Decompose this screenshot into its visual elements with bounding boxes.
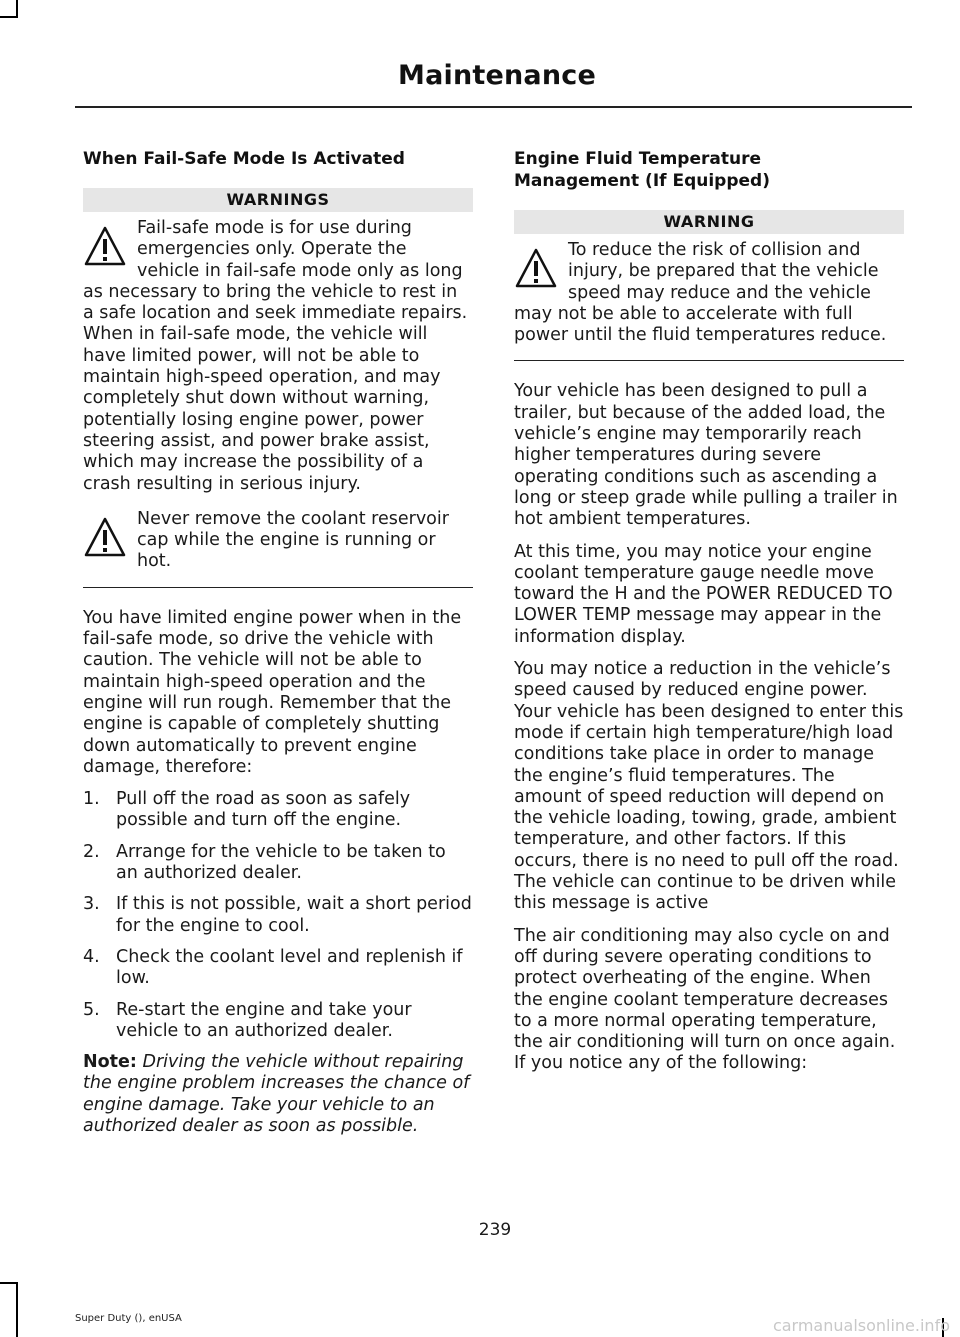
warning-divider	[83, 587, 473, 588]
warnings-bar: WARNINGS	[83, 188, 473, 212]
note-label: Note:	[83, 1052, 137, 1073]
right-column	[514, 148, 904, 1086]
list-item: 4. Check the coolant level and replenish if low.	[83, 946, 463, 989]
crop-mark	[0, 1282, 18, 1284]
warning-item	[83, 218, 473, 495]
crop-mark	[0, 16, 18, 18]
warning-text: Never remove the coolant reservoir cap while the engine is running or hot.	[137, 508, 449, 572]
body-paragraph: At this time, you may notice your engine coolant temperature gauge needle move toward the H and the POWER REDUCED TO LOWER TEMP message may appear in the information display.	[514, 541, 893, 647]
body-paragraph: You may notice a reduction in the vehicle’s speed caused by reduced engine power. Your vehicle has been designed to enter this mode if certain high temperature/high load conditions take place in order to manage the engine’s fluid temperatures. The amount of speed reduction will depend on the vehicle loading, towing, grade, ambient temperature, and other factors. If this occurs, there is no need to pull off the road. The vehicle can continue to be driven while this message is active	[514, 659, 904, 914]
section-heading-fluid-temp: Engine Fluid Temperature Management (If Equipped)	[514, 149, 770, 191]
warning-text: Fail-safe mode is for use during emergencies only. Operate the vehicle in fail-safe mode only as long as necessary to bring the vehicle to rest in a safe location and seek immediate repairs. When in fail-safe mode, the vehicle will have limited power, will not be able to maintain high-speed operation, and may completely shut down without warning, potentially losing engine power, power steering assist, and power brake assist, which may increase the possibility of a crash resulting in serious injury.	[83, 218, 468, 494]
watermark: carmanualsonline.info	[772, 1316, 950, 1335]
footer-edition: Super Duty (), enUSA	[75, 1313, 182, 1324]
warning-triangle-icon	[514, 246, 558, 292]
crop-mark	[16, 1282, 18, 1337]
body-paragraph: You have limited engine power when in the fail-safe mode, so drive the vehicle with caution. The vehicle will not be able to maintain high-speed operation and the engine will run rough. Remember that the engine is capable of completely shutting down automatically to prevent engine damage, therefore:	[83, 607, 462, 777]
note	[83, 1052, 473, 1137]
list-item: 3. If this is not possible, wait a short period for the engine to cool.	[83, 894, 472, 936]
list-item: 2. Arrange for the vehicle to be taken to an authorized dealer.	[83, 841, 446, 884]
page-number: 239	[478, 1220, 512, 1240]
warning-text: To reduce the risk of collision and injury, be prepared that the vehicle speed may reduce and the vehicle may not be able to accelerate with full power until the fluid temperatures reduce.	[514, 240, 887, 346]
section-heading-fail-safe: When Fail-Safe Mode Is Activated	[83, 149, 405, 169]
list-item: 1. Pull off the road as soon as safely possible and turn off the engine.	[83, 789, 411, 831]
list-item: 5. Re-start the engine and take your vehicle to an authorized dealer.	[83, 999, 412, 1041]
steps-list	[83, 789, 473, 1042]
note-text: Driving the vehicle without repairing the engine problem increases the chance of engine damage. Take your vehicle to an authorized dealer as soon as possible.	[83, 1052, 470, 1136]
body-paragraph: Your vehicle has been designed to pull a trailer, but because of the added load, the vehicle’s engine may temporarily reach higher temperatures during severe operating conditions such as ascending a long or steep grade while pulling a trailer in hot ambient temperatures.	[514, 381, 898, 530]
warning-triangle-icon	[83, 515, 127, 561]
warning-divider	[514, 360, 904, 361]
warning-triangle-icon	[83, 224, 127, 270]
header-rule	[75, 106, 912, 108]
body-paragraph: The air conditioning may also cycle on and off during severe operating conditions to protect overheating of the engine. When the engine coolant temperature decreases to a more normal operating temperature, the air conditioning will turn on once again. If you notice any of the following:	[514, 925, 896, 1074]
page-title: Maintenance	[398, 60, 596, 91]
left-column	[83, 148, 473, 1148]
warning-item	[514, 240, 904, 346]
warning-bar: WARNING	[514, 210, 904, 234]
warning-item	[83, 509, 473, 573]
